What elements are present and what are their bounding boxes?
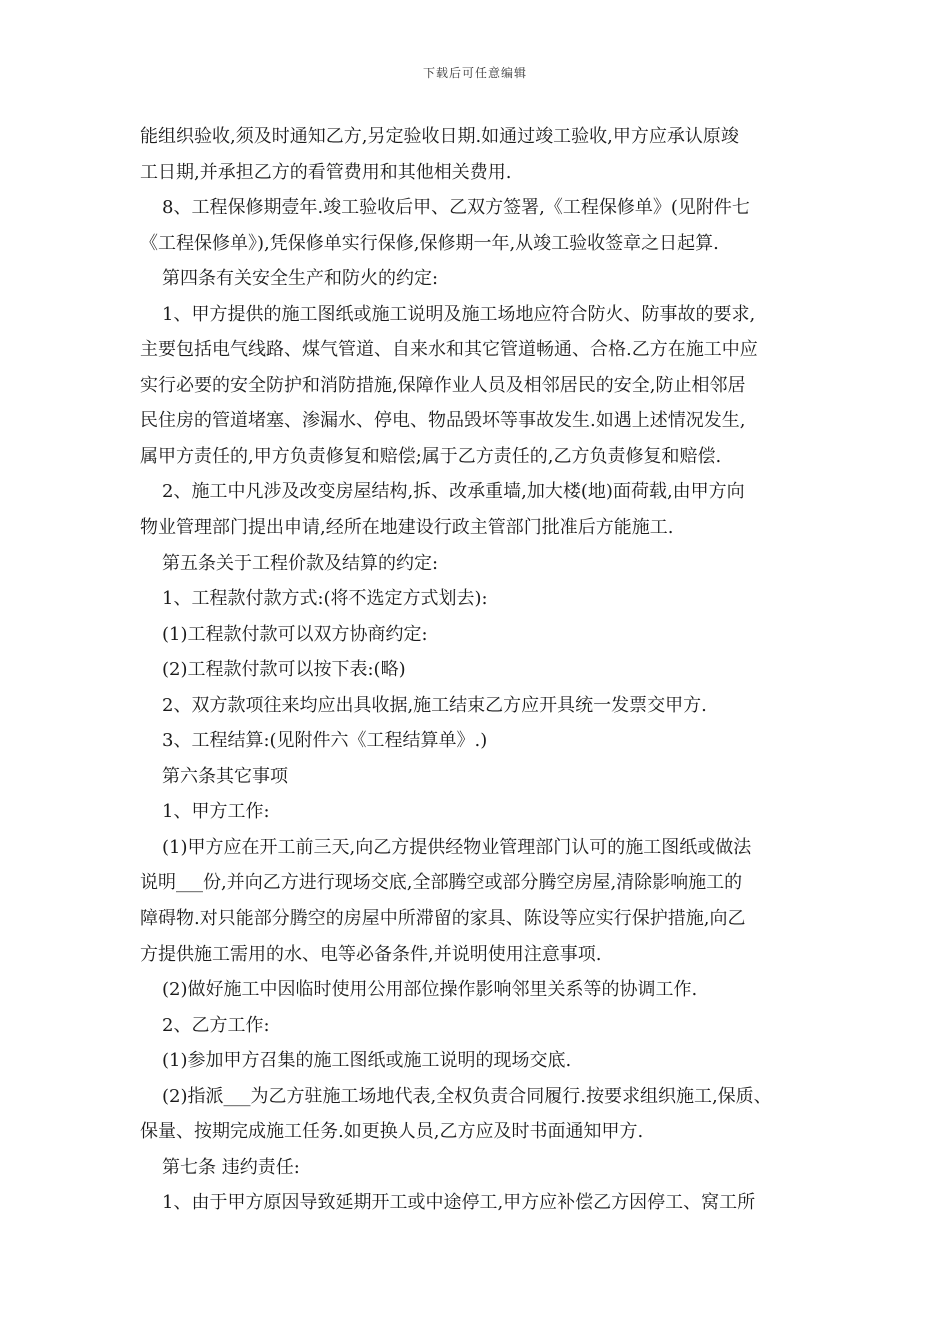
text-line: (2)工程款付款可以按下表:(略) xyxy=(162,659,406,681)
text-line: 工日期,并承担乙方的看管费用和其他相关费用. xyxy=(140,161,512,183)
text-line: 3、工程结算:(见附件六《工程结算单》.) xyxy=(162,730,488,752)
text-line: 属甲方责任的,甲方负责修复和赔偿;属于乙方责任的,乙方负责修复和赔偿. xyxy=(140,445,722,467)
page-header: 下载后可任意编辑 xyxy=(422,66,527,80)
text-line: 实行必要的安全防护和消防措施,保障作业人员及相邻居民的安全,防止相邻居 xyxy=(140,374,746,396)
text-line: (1)工程款付款可以双方协商约定: xyxy=(162,623,428,645)
text-line: 说明___份,并向乙方进行现场交底,全部腾空或部分腾空房屋,清除影响施工的 xyxy=(140,872,743,894)
text-line: 1、工程款付款方式:(将不选定方式划去): xyxy=(162,588,488,610)
text-line: 保量、按期完成施工任务.如更换人员,乙方应及时书面通知甲方. xyxy=(140,1121,644,1143)
text-line: 1、甲方工作: xyxy=(162,801,270,823)
text-line: (2)指派___为乙方驻施工场地代表,全权负责合同履行.按要求组织施工,保质、 xyxy=(162,1085,772,1107)
text-line: 第六条其它事项 xyxy=(162,765,288,787)
text-line: 1、甲方提供的施工图纸或施工说明及施工场地应符合防火、防事故的要求, xyxy=(162,303,756,325)
text-line: 第五条关于工程价款及结算的约定: xyxy=(162,552,439,574)
text-line: 第七条 违约责任: xyxy=(162,1156,300,1178)
text-line: (1)甲方应在开工前三天,向乙方提供经物业管理部门认可的施工图纸或做法 xyxy=(162,836,752,858)
text-line: 1、由于甲方原因导致延期开工或中途停工,甲方应补偿乙方因停工、窝工所 xyxy=(162,1192,756,1214)
text-line: 2、乙方工作: xyxy=(162,1014,270,1036)
text-line: 民住房的管道堵塞、渗漏水、停电、物品毁坏等事故发生.如遇上述情况发生, xyxy=(140,410,746,432)
text-line: 障碍物.对只能部分腾空的房屋中所滞留的家具、陈设等应实行保护措施,向乙 xyxy=(140,908,746,930)
document-body xyxy=(140,119,812,1221)
text-line: 能组织验收,须及时通知乙方,另定验收日期.如通过竣工验收,甲方应承认原竣 xyxy=(140,126,739,147)
text-line: (1)参加甲方召集的施工图纸或施工说明的现场交底. xyxy=(162,1050,572,1072)
text-line: 方提供施工需用的水、电等必备条件,并说明使用注意事项. xyxy=(140,943,602,965)
text-line: 第四条有关安全生产和防火的约定: xyxy=(162,268,439,290)
text-line: (2)做好施工中因临时使用公用部位操作影响邻里关系等的协调工作. xyxy=(162,979,698,1001)
text-line: 2、施工中凡涉及改变房屋结构,拆、改承重墙,加大楼(地)面荷载,由甲方向 xyxy=(162,481,745,503)
text-line: 2、双方款项往来均应出具收据,施工结束乙方应开具统一发票交甲方. xyxy=(162,694,707,716)
text-line: 主要包括电气线路、煤气管道、自来水和其它管道畅通、合格.乙方在施工中应 xyxy=(140,339,758,361)
text-line: 物业管理部门提出申请,经所在地建设行政主管部门批准后方能施工. xyxy=(140,517,674,539)
text-line: 《工程保修单》),凭保修单实行保修,保修期一年,从竣工验收签章之日起算. xyxy=(140,232,719,254)
text-line: 8、工程保修期壹年.竣工验收后甲、乙双方签署,《工程保修单》(见附件七 xyxy=(162,197,750,219)
